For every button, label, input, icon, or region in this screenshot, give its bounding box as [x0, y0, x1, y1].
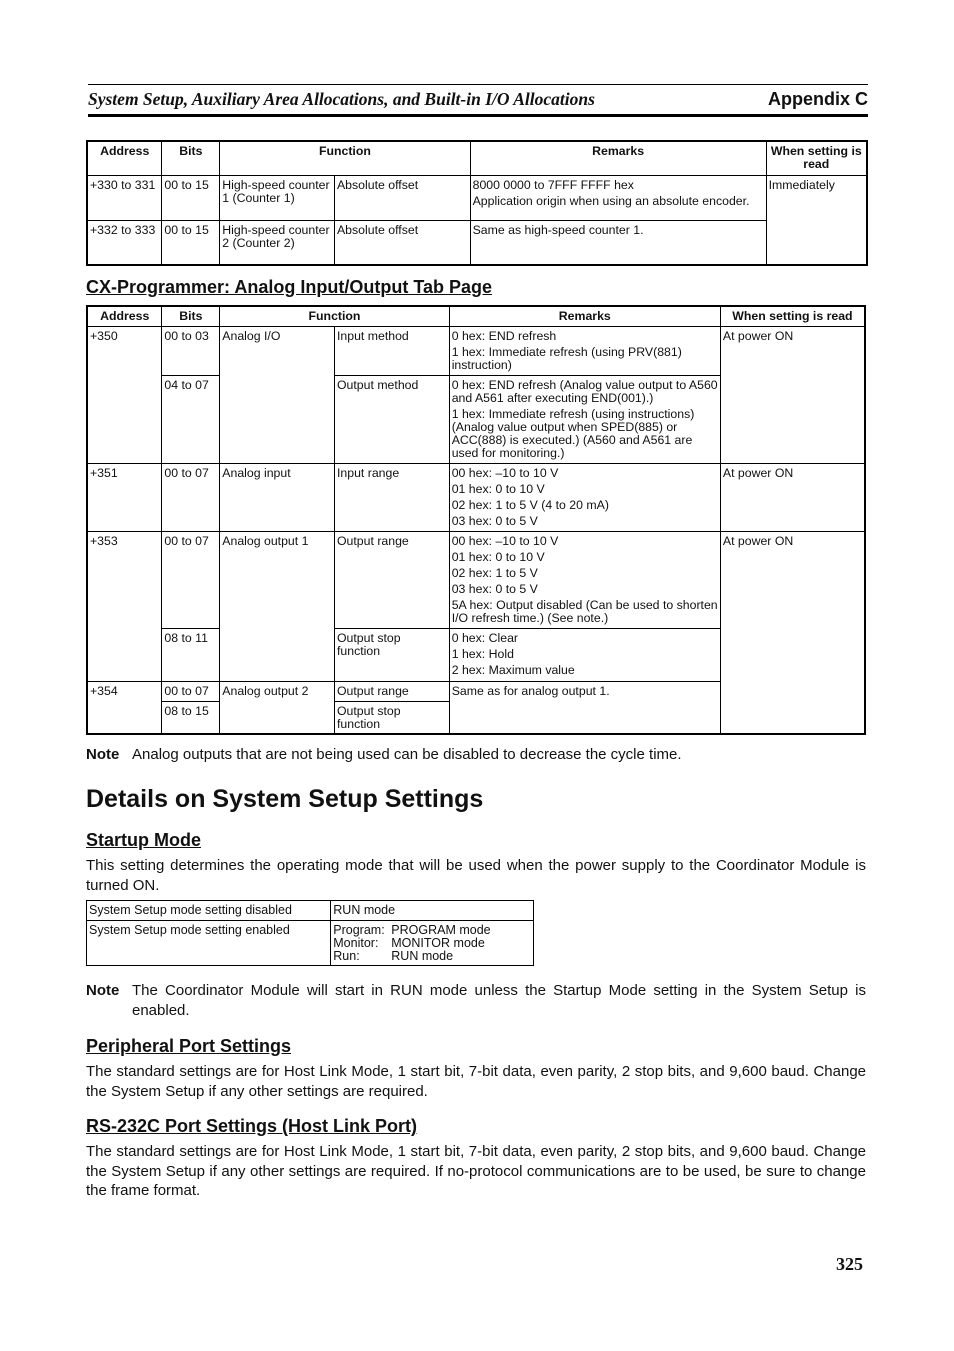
note-text: Analog outputs that are not being used can be disabled to decrease the cycle time.: [132, 746, 682, 763]
cell-function: Analog input: [220, 464, 335, 532]
table-header-row: [87, 141, 867, 175]
col-header-remarks: Remarks: [449, 306, 720, 327]
table-row: [87, 901, 534, 921]
col-header-remarks: Remarks: [470, 141, 766, 175]
mode-value: RUN mode: [391, 949, 454, 963]
remark-line: 1 hex: Immediate refresh (using PRV(881) instruction): [451, 345, 682, 372]
cell-function: High-speed counter 1 (Counter 1): [220, 175, 335, 220]
cell-address: +332 to 333: [87, 220, 162, 265]
remark-line: 02 hex: 1 to 5 V: [451, 566, 538, 580]
remark-line: 0 hex: Clear: [451, 631, 519, 645]
cell-function: Analog I/O: [220, 327, 335, 464]
remark-line: 1 hex: Immediate refresh (using instructions) (Analog value output when SPED(885) or ACC(888) is executed.) (A560 and A561 are used for monitoring.): [451, 407, 695, 460]
cell-bits: 00 to 03: [162, 327, 220, 376]
remark-line: 03 hex: 0 to 5 V: [451, 514, 538, 528]
header-rule-bottom: [88, 114, 868, 117]
mode-value: PROGRAM mode: [391, 923, 491, 937]
cell-bits: 08 to 11: [162, 629, 220, 682]
col-header-when-read: When setting is read: [766, 141, 867, 175]
cell-function-detail: Input method: [334, 327, 449, 376]
mode-value: MONITOR mode: [391, 936, 485, 950]
cell-function-detail: Output range: [334, 682, 449, 702]
subsection-heading-startup-mode: Startup Mode: [86, 830, 201, 850]
cell-remarks: [449, 532, 720, 629]
mode-key: Monitor:: [333, 936, 379, 950]
cell-address: +330 to 331: [87, 175, 162, 220]
col-header-address: Address: [87, 306, 162, 327]
cell-remarks: [449, 682, 720, 735]
cell-bits: 00 to 07: [162, 532, 220, 629]
col-header-address: Address: [87, 141, 162, 175]
note-startup-mode: [86, 981, 866, 1020]
remark-line: Application origin when using an absolute encoder.: [472, 193, 750, 208]
table-row: [87, 532, 865, 629]
cell-bits: 00 to 15: [162, 175, 220, 220]
subsection-heading-peripheral-port: Peripheral Port Settings: [86, 1036, 292, 1056]
peripheral-port-description: The standard settings are for Host Link Mode, 1 start bit, 7-bit data, even parity, 2 stop bits, and 9,600 baud. Change the System Setup if any other settings are required.: [86, 1063, 866, 1100]
cell-address: +353: [87, 532, 162, 682]
cell-function: High-speed counter 2 (Counter 2): [220, 220, 335, 265]
cell-function-detail: Output stop function: [334, 629, 449, 682]
cell-function-detail: Input range: [334, 464, 449, 532]
remark-line: 0 hex: END refresh: [451, 329, 557, 343]
note-label: Note: [86, 982, 120, 999]
remark-line: 00 hex: –10 to 10 V: [451, 466, 559, 480]
cell-mode: [331, 921, 534, 966]
remark-line: 0 hex: END refresh (Analog value output to A560 and A561 after executing END(001).): [451, 378, 718, 405]
cell-when-read: Immediately: [766, 175, 867, 265]
remark-line: 5A hex: Output disabled (Can be used to shorten I/O refresh time.) (See note.): [451, 598, 718, 625]
mode-list: [333, 924, 531, 963]
note-text: The Coordinator Module will start in RUN mode unless the Startup Mode setting in the System Setup is enabled.: [132, 982, 866, 1019]
section-heading-details: Details on System Setup Settings: [86, 785, 484, 813]
col-header-bits: Bits: [162, 141, 220, 175]
cell-address: +350: [87, 327, 162, 464]
remark-line: 01 hex: 0 to 10 V: [451, 550, 545, 564]
rs232c-port-description: The standard settings are for Host Link Mode, 1 start bit, 7-bit data, even parity, 2 stop bits, and 9,600 baud. Change the System Setup if any other settings are required. If no-protocol communications are to be used, be sure to change the frame format.: [86, 1143, 866, 1199]
cell-function: Analog output 1: [220, 532, 335, 682]
table-row: [87, 921, 534, 966]
cell-address: +351: [87, 464, 162, 532]
cell-remarks: [449, 629, 720, 682]
col-header-when-read: When setting is read: [720, 306, 865, 327]
analog-io-settings-table: [86, 305, 866, 735]
remark-line: 2 hex: Maximum value: [451, 663, 575, 677]
cell-function-detail: Output range: [334, 532, 449, 629]
cell-address: +354: [87, 682, 162, 735]
remark-line: 1 hex: Hold: [451, 647, 514, 661]
table-row: [87, 327, 865, 376]
cell-remarks: [470, 175, 766, 220]
col-header-function: Function: [220, 306, 449, 327]
startup-mode-description: This setting determines the operating mode that will be used when the power supply to the Coordinator Module is turned ON.: [86, 857, 866, 894]
cell-remarks: [449, 376, 720, 464]
startup-mode-table: [86, 900, 534, 966]
remark-line: 00 hex: –10 to 10 V: [451, 534, 559, 548]
cell-bits: 08 to 15: [162, 702, 220, 735]
remark-line: 01 hex: 0 to 10 V: [451, 482, 545, 496]
counter-settings-table: [86, 140, 868, 266]
cell-function-detail: Output method: [334, 376, 449, 464]
table-row: [87, 175, 867, 220]
cell-function: Analog output 2: [220, 682, 335, 735]
cell-remarks: [449, 327, 720, 376]
cell-remarks: [449, 464, 720, 532]
cell-setting: System Setup mode setting enabled: [87, 921, 331, 966]
remark-line: 03 hex: 0 to 5 V: [451, 582, 538, 596]
cell-bits: 00 to 07: [162, 682, 220, 702]
remark-line: 02 hex: 1 to 5 V (4 to 20 mA): [451, 498, 609, 512]
table-header-row: [87, 306, 865, 327]
cell-function-detail: Output stop function: [334, 702, 449, 735]
cell-mode: RUN mode: [331, 901, 534, 921]
mode-key: Run:: [333, 949, 360, 963]
cell-function-detail: Absolute offset: [334, 220, 470, 265]
col-header-bits: Bits: [162, 306, 220, 327]
running-header-appendix: Appendix C: [767, 89, 868, 109]
remark-line: 8000 0000 to 7FFF FFFF hex: [472, 177, 634, 192]
cell-setting: System Setup mode setting disabled: [87, 901, 331, 921]
page-number: 325: [836, 1254, 863, 1274]
cell-when-read: At power ON: [720, 464, 865, 532]
remark-line: Same as high-speed counter 1.: [472, 222, 644, 237]
section-heading-analog: CX-Programmer: Analog Input/Output Tab Page: [86, 277, 493, 297]
note-analog-outputs: [86, 745, 866, 765]
note-label: Note: [86, 746, 120, 763]
table-row: [87, 464, 865, 532]
remark-line: Same as for analog output 1.: [451, 684, 610, 698]
table-row: [87, 220, 867, 265]
mode-key: Program:: [333, 923, 385, 937]
running-header-title: System Setup, Auxiliary Area Allocations, and Built-in I/O Allocations: [88, 89, 595, 109]
cell-bits: 04 to 07: [162, 376, 220, 464]
cell-remarks: [470, 220, 766, 265]
cell-function-detail: Absolute offset: [334, 175, 470, 220]
cell-bits: 00 to 07: [162, 464, 220, 532]
header-rule-top: [88, 84, 868, 85]
cell-bits: 00 to 15: [162, 220, 220, 265]
col-header-function: Function: [220, 141, 470, 175]
cell-when-read: At power ON: [720, 327, 865, 464]
subsection-heading-rs232c-port: RS-232C Port Settings (Host Link Port): [86, 1116, 418, 1136]
cell-when-read: At power ON: [720, 532, 865, 735]
